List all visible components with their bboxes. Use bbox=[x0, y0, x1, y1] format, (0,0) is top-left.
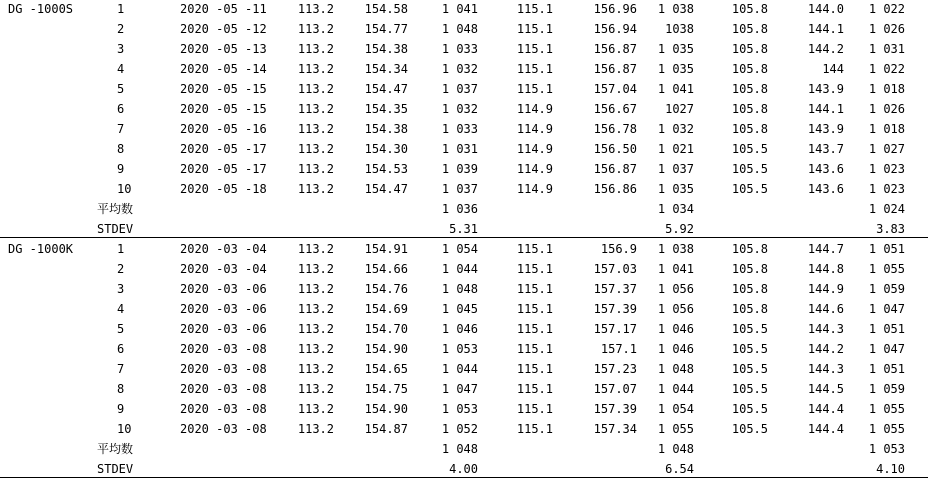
table-cell: 154.90 bbox=[364, 342, 408, 356]
table-cell: 113.2 bbox=[297, 102, 334, 116]
table-cell: 105.8 bbox=[731, 282, 768, 296]
table-cell: 1 037 bbox=[657, 162, 694, 176]
table-cell: 154.91 bbox=[364, 242, 408, 256]
table-cell: 115.1 bbox=[516, 422, 553, 436]
table-cell: 1 044 bbox=[657, 382, 694, 396]
table-cell: 115.1 bbox=[516, 302, 553, 316]
table-cell: 9 bbox=[117, 402, 125, 416]
table-cell: 154.38 bbox=[364, 42, 408, 56]
table-cell: 105.8 bbox=[731, 242, 768, 256]
table-row bbox=[0, 79, 928, 99]
table-cell: 156.50 bbox=[593, 142, 637, 156]
table-cell: 4 bbox=[117, 302, 125, 316]
table-cell: 1 027 bbox=[868, 142, 905, 156]
table-cell: 105.5 bbox=[731, 142, 768, 156]
table-cell: 144.4 bbox=[807, 422, 844, 436]
table-cell: 154.53 bbox=[364, 162, 408, 176]
table-cell: 114.9 bbox=[516, 142, 553, 156]
table-cell: 105.5 bbox=[731, 322, 768, 336]
table-cell: 154.65 bbox=[364, 362, 408, 376]
table-cell: 154.58 bbox=[364, 2, 408, 16]
average-value: 1 024 bbox=[868, 202, 905, 216]
table-cell: 156.94 bbox=[593, 22, 637, 36]
table-cell: 156.9 bbox=[600, 242, 637, 256]
stdev-value: 4.10 bbox=[876, 462, 905, 476]
table-cell: 154.69 bbox=[364, 302, 408, 316]
table-cell: 2020 -05 -17 bbox=[180, 142, 267, 156]
table-cell: 10 bbox=[117, 182, 132, 196]
table-cell: 1 059 bbox=[868, 382, 905, 396]
stdev-value: 3.83 bbox=[876, 222, 905, 236]
table-cell: 1 041 bbox=[657, 262, 694, 276]
table-cell: 1 033 bbox=[441, 122, 478, 136]
table-cell: 115.1 bbox=[516, 342, 553, 356]
table-cell: 157.04 bbox=[593, 82, 637, 96]
table-cell: 115.1 bbox=[516, 62, 553, 76]
table-cell: 2020 -05 -17 bbox=[180, 162, 267, 176]
table-cell: 2020 -03 -08 bbox=[180, 342, 267, 356]
table-cell: 8 bbox=[117, 382, 125, 396]
table-cell: 2020 -03 -06 bbox=[180, 302, 267, 316]
table-cell: 105.5 bbox=[731, 362, 768, 376]
table-cell: 114.9 bbox=[516, 122, 553, 136]
table-cell: 2020 -03 -04 bbox=[180, 242, 267, 256]
table-cell: 144.2 bbox=[807, 342, 844, 356]
table-cell: 105.5 bbox=[731, 382, 768, 396]
table-cell: 2020 -05 -12 bbox=[180, 22, 267, 36]
table-cell: 156.67 bbox=[593, 102, 637, 116]
table-cell: 1 054 bbox=[657, 402, 694, 416]
table-cell: 105.5 bbox=[731, 162, 768, 176]
table-cell: 1 038 bbox=[657, 2, 694, 16]
table-cell: 113.2 bbox=[297, 322, 334, 336]
table-cell: 113.2 bbox=[297, 62, 334, 76]
table-cell: 115.1 bbox=[516, 282, 553, 296]
table-cell: 115.1 bbox=[516, 322, 553, 336]
table-cell: 144.4 bbox=[807, 402, 844, 416]
table-cell: 144.2 bbox=[807, 42, 844, 56]
table-cell: 154.75 bbox=[364, 382, 408, 396]
table-cell: 2020 -03 -06 bbox=[180, 282, 267, 296]
table-cell: 2020 -05 -15 bbox=[180, 102, 267, 116]
table-cell: 1 046 bbox=[657, 342, 694, 356]
table-cell: 113.2 bbox=[297, 142, 334, 156]
table-row bbox=[0, 239, 928, 259]
table-cell: 105.8 bbox=[731, 82, 768, 96]
table-cell: 114.9 bbox=[516, 102, 553, 116]
table-cell: 154.38 bbox=[364, 122, 408, 136]
table-cell: 144.8 bbox=[807, 262, 844, 276]
stdev-value: 5.92 bbox=[665, 222, 694, 236]
table-cell: 113.2 bbox=[297, 22, 334, 36]
table-cell: 1 059 bbox=[868, 282, 905, 296]
table-cell: 105.8 bbox=[731, 262, 768, 276]
table-cell: 1 023 bbox=[868, 182, 905, 196]
table-cell: 113.2 bbox=[297, 362, 334, 376]
table-cell: 2 bbox=[117, 262, 125, 276]
table-row bbox=[0, 39, 928, 59]
table-cell: 1 032 bbox=[441, 102, 478, 116]
stdev-row bbox=[0, 219, 928, 239]
table-cell: 1 056 bbox=[657, 282, 694, 296]
table-cell: 1 055 bbox=[657, 422, 694, 436]
average-row bbox=[0, 199, 928, 219]
average-value: 1 036 bbox=[441, 202, 478, 216]
table-cell: 156.87 bbox=[593, 162, 637, 176]
table-cell: 1 038 bbox=[657, 242, 694, 256]
table-cell: 143.9 bbox=[807, 122, 844, 136]
table-cell: 1 055 bbox=[868, 262, 905, 276]
table-cell: 105.5 bbox=[731, 342, 768, 356]
average-label: 平均数 bbox=[97, 442, 134, 456]
table-cell: 1 044 bbox=[441, 362, 478, 376]
table-cell: 115.1 bbox=[516, 362, 553, 376]
table-cell: 157.07 bbox=[593, 382, 637, 396]
table-row bbox=[0, 139, 928, 159]
table-cell: 1038 bbox=[665, 22, 694, 36]
table-cell: 2020 -03 -08 bbox=[180, 362, 267, 376]
average-value: 1 048 bbox=[657, 442, 694, 456]
table-cell: 1 046 bbox=[441, 322, 478, 336]
table-row bbox=[0, 279, 928, 299]
table-row bbox=[0, 99, 928, 119]
table-row bbox=[0, 0, 928, 19]
table-cell: 144.5 bbox=[807, 382, 844, 396]
table-cell: 154.47 bbox=[364, 82, 408, 96]
table-cell: 9 bbox=[117, 162, 125, 176]
table-row bbox=[0, 299, 928, 319]
table-cell: 157.17 bbox=[593, 322, 637, 336]
table-cell: 144.9 bbox=[807, 282, 844, 296]
table-cell: 144.6 bbox=[807, 302, 844, 316]
stdev-value: 4.00 bbox=[449, 462, 478, 476]
stdev-value: 5.31 bbox=[449, 222, 478, 236]
table-cell: 1 051 bbox=[868, 242, 905, 256]
table-cell: 115.1 bbox=[516, 82, 553, 96]
table-cell: 2020 -05 -16 bbox=[180, 122, 267, 136]
table-cell: 1 026 bbox=[868, 102, 905, 116]
table-cell: 105.8 bbox=[731, 42, 768, 56]
table-cell: 1 037 bbox=[441, 182, 478, 196]
table-cell: 1 031 bbox=[868, 42, 905, 56]
table-cell: 154.87 bbox=[364, 422, 408, 436]
table-cell: 144 bbox=[822, 62, 844, 76]
table-cell: 114.9 bbox=[516, 182, 553, 196]
table-cell: 1 035 bbox=[657, 62, 694, 76]
table-cell: 113.2 bbox=[297, 182, 334, 196]
table-cell: 1 022 bbox=[868, 62, 905, 76]
average-value: 1 053 bbox=[868, 442, 905, 456]
table-cell: 6 bbox=[117, 102, 125, 116]
table-cell: 105.8 bbox=[731, 102, 768, 116]
table-cell: 1 051 bbox=[868, 322, 905, 336]
table-cell: 7 bbox=[117, 362, 125, 376]
average-label: 平均数 bbox=[97, 202, 134, 216]
table-cell: 1 053 bbox=[441, 402, 478, 416]
table-row bbox=[0, 359, 928, 379]
table-cell: 154.90 bbox=[364, 402, 408, 416]
table-cell: 113.2 bbox=[297, 42, 334, 56]
table-cell: 115.1 bbox=[516, 42, 553, 56]
table-cell: 6 bbox=[117, 342, 125, 356]
table-cell: 115.1 bbox=[516, 382, 553, 396]
table-cell: 1 054 bbox=[441, 242, 478, 256]
table-cell: 105.5 bbox=[731, 422, 768, 436]
table-cell: 113.2 bbox=[297, 162, 334, 176]
table-cell: 2020 -05 -15 bbox=[180, 82, 267, 96]
table-cell: 1027 bbox=[665, 102, 694, 116]
table-cell: 113.2 bbox=[297, 2, 334, 16]
table-cell: 2 bbox=[117, 22, 125, 36]
table-cell: 115.1 bbox=[516, 2, 553, 16]
table-cell: 143.9 bbox=[807, 82, 844, 96]
table-cell: 113.2 bbox=[297, 382, 334, 396]
table-cell: 7 bbox=[117, 122, 125, 136]
table-row bbox=[0, 179, 928, 199]
table-cell: 1 026 bbox=[868, 22, 905, 36]
table-cell: 1 048 bbox=[441, 282, 478, 296]
table-cell: 154.34 bbox=[364, 62, 408, 76]
table-cell: 1 033 bbox=[441, 42, 478, 56]
table-cell: 154.35 bbox=[364, 102, 408, 116]
table-cell: 154.30 bbox=[364, 142, 408, 156]
average-value: 1 034 bbox=[657, 202, 694, 216]
table-cell: 156.78 bbox=[593, 122, 637, 136]
table-cell: 1 032 bbox=[657, 122, 694, 136]
table-cell: 113.2 bbox=[297, 402, 334, 416]
table-cell: 1 046 bbox=[657, 322, 694, 336]
stdev-label: STDEV bbox=[97, 462, 134, 476]
table-cell: 1 047 bbox=[441, 382, 478, 396]
table-row bbox=[0, 319, 928, 339]
table-cell: 1 022 bbox=[868, 2, 905, 16]
table-cell: 1 051 bbox=[868, 362, 905, 376]
table-cell: 143.7 bbox=[807, 142, 844, 156]
table-cell: 113.2 bbox=[297, 422, 334, 436]
table-cell: 105.5 bbox=[731, 182, 768, 196]
table-cell: 144.0 bbox=[807, 2, 844, 16]
table-cell: 154.47 bbox=[364, 182, 408, 196]
table-cell: 2020 -03 -06 bbox=[180, 322, 267, 336]
table-cell: 154.70 bbox=[364, 322, 408, 336]
table-cell: 113.2 bbox=[297, 342, 334, 356]
average-row bbox=[0, 439, 928, 459]
group-divider bbox=[0, 237, 928, 238]
table-cell: 143.6 bbox=[807, 182, 844, 196]
table-cell: 154.66 bbox=[364, 262, 408, 276]
table-cell: 1 023 bbox=[868, 162, 905, 176]
table-cell: 1 018 bbox=[868, 82, 905, 96]
table-cell: 154.77 bbox=[364, 22, 408, 36]
table-cell: 2020 -05 -11 bbox=[180, 2, 267, 16]
table-row bbox=[0, 419, 928, 439]
table-cell: 157.39 bbox=[593, 302, 637, 316]
table-cell: 144.3 bbox=[807, 362, 844, 376]
table-cell: 2020 -05 -14 bbox=[180, 62, 267, 76]
table-row bbox=[0, 59, 928, 79]
table-cell: 2020 -05 -13 bbox=[180, 42, 267, 56]
table-cell: 144.1 bbox=[807, 22, 844, 36]
table-cell: 115.1 bbox=[516, 22, 553, 36]
table-cell: 2020 -03 -04 bbox=[180, 262, 267, 276]
table-cell: 157.34 bbox=[593, 422, 637, 436]
table-cell: 144.1 bbox=[807, 102, 844, 116]
table-cell: 10 bbox=[117, 422, 132, 436]
table-cell: 2020 -03 -08 bbox=[180, 382, 267, 396]
table-cell: 157.37 bbox=[593, 282, 637, 296]
table-cell: 115.1 bbox=[516, 402, 553, 416]
stdev-row bbox=[0, 459, 928, 479]
average-value: 1 048 bbox=[441, 442, 478, 456]
table-cell: 105.8 bbox=[731, 302, 768, 316]
table-cell: 1 018 bbox=[868, 122, 905, 136]
table-cell: 115.1 bbox=[516, 262, 553, 276]
table-cell: 156.87 bbox=[593, 42, 637, 56]
table-cell: 2020 -03 -08 bbox=[180, 402, 267, 416]
table-row bbox=[0, 19, 928, 39]
table-cell: 1 041 bbox=[441, 2, 478, 16]
table-cell: 1 045 bbox=[441, 302, 478, 316]
table-cell: 114.9 bbox=[516, 162, 553, 176]
model-label: DG -1000K bbox=[8, 242, 74, 256]
table-cell: 1 035 bbox=[657, 182, 694, 196]
table-cell: 4 bbox=[117, 62, 125, 76]
table-cell: 113.2 bbox=[297, 302, 334, 316]
table-cell: 1 053 bbox=[441, 342, 478, 356]
stdev-label: STDEV bbox=[97, 222, 134, 236]
table-cell: 156.87 bbox=[593, 62, 637, 76]
stdev-value: 6.54 bbox=[665, 462, 694, 476]
table-cell: 1 056 bbox=[657, 302, 694, 316]
table-cell: 5 bbox=[117, 322, 125, 336]
table-cell: 144.7 bbox=[807, 242, 844, 256]
table-cell: 143.6 bbox=[807, 162, 844, 176]
table-cell: 1 055 bbox=[868, 422, 905, 436]
table-cell: 105.8 bbox=[731, 2, 768, 16]
table-row bbox=[0, 379, 928, 399]
table-cell: 1 047 bbox=[868, 302, 905, 316]
table-cell: 1 044 bbox=[441, 262, 478, 276]
table-cell: 1 055 bbox=[868, 402, 905, 416]
table-cell: 1 021 bbox=[657, 142, 694, 156]
table-row bbox=[0, 259, 928, 279]
table-cell: 1 048 bbox=[441, 22, 478, 36]
table-cell: 157.23 bbox=[593, 362, 637, 376]
table-cell: 157.1 bbox=[600, 342, 637, 356]
table-cell: 3 bbox=[117, 282, 125, 296]
table-cell: 144.3 bbox=[807, 322, 844, 336]
table-cell: 1 041 bbox=[657, 82, 694, 96]
table-cell: 1 032 bbox=[441, 62, 478, 76]
table-cell: 1 bbox=[117, 2, 125, 16]
table-cell: 1 031 bbox=[441, 142, 478, 156]
table-cell: 105.8 bbox=[731, 62, 768, 76]
table-row bbox=[0, 159, 928, 179]
table-cell: 156.96 bbox=[593, 2, 637, 16]
table-cell: 8 bbox=[117, 142, 125, 156]
table-cell: 157.39 bbox=[593, 402, 637, 416]
table-cell: 105.8 bbox=[731, 22, 768, 36]
table-cell: 1 bbox=[117, 242, 125, 256]
table-cell: 113.2 bbox=[297, 262, 334, 276]
table-cell: 154.76 bbox=[364, 282, 408, 296]
table-cell: 2020 -05 -18 bbox=[180, 182, 267, 196]
table-cell: 113.2 bbox=[297, 242, 334, 256]
table-cell: 1 047 bbox=[868, 342, 905, 356]
table-cell: 115.1 bbox=[516, 242, 553, 256]
table-row bbox=[0, 399, 928, 419]
table-cell: 1 052 bbox=[441, 422, 478, 436]
table-row bbox=[0, 119, 928, 139]
table-cell: 113.2 bbox=[297, 282, 334, 296]
table-cell: 113.2 bbox=[297, 122, 334, 136]
table-cell: 156.86 bbox=[593, 182, 637, 196]
table-cell: 105.5 bbox=[731, 402, 768, 416]
table-cell: 3 bbox=[117, 42, 125, 56]
table-cell: 5 bbox=[117, 82, 125, 96]
table-cell: 1 039 bbox=[441, 162, 478, 176]
table-cell: 157.03 bbox=[593, 262, 637, 276]
table-cell: 2020 -03 -08 bbox=[180, 422, 267, 436]
table-cell: 113.2 bbox=[297, 82, 334, 96]
table-cell: 1 037 bbox=[441, 82, 478, 96]
model-label: DG -1000S bbox=[8, 2, 74, 16]
table-cell: 1 035 bbox=[657, 42, 694, 56]
table-row bbox=[0, 339, 928, 359]
table-cell: 1 048 bbox=[657, 362, 694, 376]
table-cell: 105.8 bbox=[731, 122, 768, 136]
